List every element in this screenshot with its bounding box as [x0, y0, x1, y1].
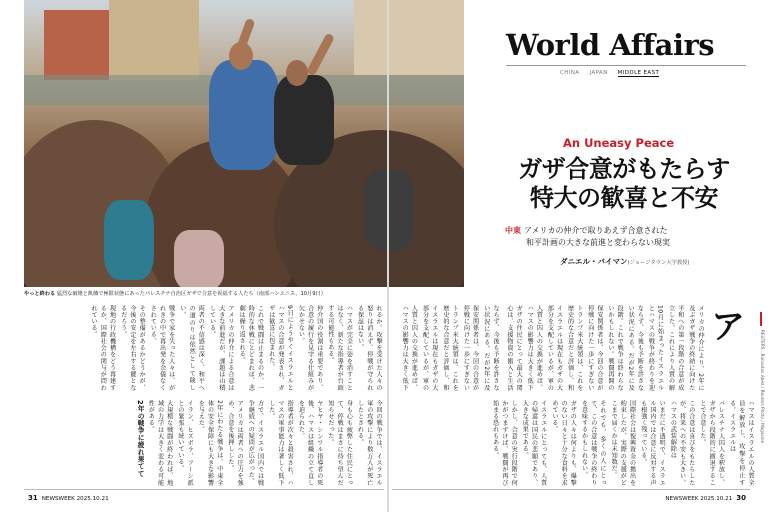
text-column: その整備があるかどうかが、今後の安定を左右する鍵となるだろう。 [119, 305, 146, 391]
text-column: メリカの仲介により、2年に及ぶガザ戦争の終結に向けた [687, 305, 704, 391]
text-column: 戦争で家を失った人々は、がれきの中で再出発を余儀なくされている。 [149, 305, 175, 391]
byline [560, 256, 689, 267]
subhead: 2年の戦争に疲れ果てて [136, 400, 145, 478]
news-photo [24, 0, 464, 287]
text-column: イスラエルは現在もガザの大部分を支配しているが、軍の [546, 305, 563, 391]
footer-rule-left [24, 489, 384, 490]
text-column: ハマスはイスラエルの人質全員を解放し、攻撃を停止する。イスラエルは [728, 400, 754, 486]
right-page-lower-columns [400, 400, 755, 486]
folio-left-text: NEWSWEEK 2025.10.21 [41, 496, 109, 502]
text-column: この合意は喜びをもたらしたが、将来への不安も大きい。ハマスの武装解除は [669, 400, 695, 486]
photo-caption-text: 猛烈な破壊と飢餓で極限状態にあったパレスチナ自治区ガザで合意を祝福する人たち（南部ハンユニス、10月9日） [55, 291, 326, 297]
article-headline [484, 155, 764, 213]
text-column: 現地の行政機構をどう再建するか、国際社会の関与が問われている。 [90, 305, 116, 391]
text-column: ガザの住民にとって最大の関心は、支援物資の搬入と生活 [505, 305, 523, 391]
drop-cap: ア [711, 307, 745, 347]
byline-name: ダニエル・バイマン [560, 257, 628, 266]
text-column: アメリカは両者への圧力を強め、合意を後押しした。 [226, 400, 244, 486]
text-column: トランプ米大統領は、これを歴史的な合意だと評価し、和 [441, 305, 459, 391]
text-column: 段階。これで戦争は終わらないかもしれない。戦闘再開の [606, 305, 624, 391]
tab-middle-east[interactable]: MIDDLE EAST [617, 70, 660, 76]
text-column: 10月に始まったイスラエルとハマスの戦争が終わりを迎 [647, 305, 664, 391]
text-column: ヤヒヤ・シンワル指導者の死後、ハマスは組織の立て直しを迫られた。 [297, 400, 323, 486]
text-column: 両者の不信感は深く、和平への道のりは依然として険しい。 [178, 305, 205, 391]
text-column: ならず、今後も予断を許さない状況にある。だが2年に及 [482, 305, 499, 391]
folio-right [665, 494, 750, 502]
text-column: それでも、多くの人にとって、この合意は戦争の終わりを意味するかもしれない。 [580, 400, 606, 486]
text-column: 2年にわたる戦争は、中東全体の安全保障にも大きな影響を与えた。 [197, 400, 223, 486]
text-column: 仲介国の役割は重要であり、合意の履行を見守る仕組みが欠かせない。 [297, 305, 323, 391]
folio-right-text: NEWSWEEK 2025.10.21 [665, 496, 733, 502]
tab-china[interactable]: CHINA [560, 70, 580, 76]
text-column: ガザの人々は何よりも、爆撃のない日々と十分な食料を求めている。 [550, 400, 577, 486]
dek-line-2: 和平計画の大きな前進と変わらない現実 [526, 238, 670, 247]
text-column: 保安関係者は、今回の合意が停戦に向けた一歩にすぎない [462, 305, 479, 391]
text-column: 保安関係者は、今回の合意が停戦に向けた一歩にすぎない [586, 305, 603, 391]
headline-line-1: ガザ合意がもたらす [518, 155, 730, 183]
dek-tag: 中東 [505, 226, 521, 235]
article-kicker: An Uneasy Peace [563, 136, 675, 150]
byline-affiliation: (ジョージタウン大学教授) [627, 260, 690, 266]
text-column: ハマスが完全に姿を消すことはなく、新たな指導者が台頭する可能性もある。 [326, 305, 353, 391]
page-number-left: 31 [28, 494, 38, 502]
text-column: 平和への第一段階の合意が成立した。これにより人質の解 [667, 305, 684, 391]
text-column: 大規模な戦闘が終われば、地域の力学は大きく変わる可能性がある。 [147, 400, 173, 486]
folio-left [24, 494, 109, 502]
text-column: 指導者が次々と殺害され、ハマスの軍事能力は著しく低下した。 [267, 400, 294, 486]
photo-credit: REUTERS／Ramadan Abed / Reuters Photo / Magazine [760, 330, 765, 444]
text-column: 人質と囚人の交換が進めば、ハマスの影響力は大きく低下 [526, 305, 543, 391]
photo-caption [24, 291, 364, 298]
right-page-upper-columns [505, 305, 705, 391]
right-page-side-columns [400, 305, 500, 391]
article-dek [505, 225, 750, 249]
text-column: れるか。攻撃を受けた人々の怒りは消えず、停戦が守られる保証はない。 [356, 305, 382, 391]
text-column: イスラエルは現在もガザの大部分を支配しているが、軍の [421, 305, 438, 391]
page-number-right: 30 [736, 494, 746, 502]
text-column: 方で、イスラエル国内では戦争継続への疑問が広がった。 [247, 400, 264, 486]
text-column: 9日にようやくイスラエルとハマスの合意が発表され、ガザは歓喜に包まれた。 [267, 305, 294, 391]
text-column: アメリカの仲介による合意は大きな前進だが、課題は山積している。 [208, 305, 234, 391]
text-column: イスラエルにとっても、人質の帰還は国民の悲願であり、大きな成果である。 [521, 400, 547, 486]
text-column: しかし、合意の実行段階で何かがつまずけば、戦闘が再び始まる恐れもある。 [491, 400, 518, 486]
text-column: 身も心も疲弊した住民にとって、停戦はまさに待ち望んだ知らせだった。 [326, 400, 353, 486]
red-accent-rule [760, 312, 762, 326]
text-column: 人質と囚人の交換が進めば、ハマスの影響力は大きく低下 [401, 305, 418, 391]
spread-gutter [387, 0, 389, 512]
text-column: 国際社会は復興資金の拠出を約束したが、実際の支援がどこまで届くかは未知数だ。 [610, 400, 636, 486]
title-divider [506, 65, 746, 66]
text-column: いまだに不透明で、イスラエル国内では合意に反対する声も根強く残っている。 [639, 400, 666, 486]
section-tabs [560, 70, 659, 77]
left-page-upper-columns [25, 305, 383, 391]
tab-japan[interactable]: JAPAN [589, 70, 608, 76]
footer-rule-right [392, 489, 750, 490]
dek-line-1: アメリカの仲介で取りあえず合意された [524, 226, 668, 235]
left-page-lower-columns [25, 400, 383, 486]
headline-line-2: 特大の歓喜と不安 [530, 184, 718, 212]
text-column: パレスチナ人囚人を釈放し、ガザから段階的に撤退することで合意した。 [698, 400, 725, 486]
text-column: イラン、ヒズボラ、フーシ派との緊張も続いている。 [176, 400, 194, 486]
text-column: ならず、今後も予断を許さない状況にある。だが2年に及 [627, 305, 644, 391]
text-column: トランプ米大統領は、これを歴史的な合意だと評価し、和 [566, 305, 583, 391]
text-column: これで戦闘は止まるのか。一時的な休戦にとどまれば、悲劇は繰り返される。 [238, 305, 264, 391]
text-column: 今回の戦争では、イスラエル軍の攻撃により数万人が死亡したとされる。 [356, 400, 382, 486]
section-title: World Affairs [506, 28, 715, 62]
photo-caption-title: やっと終わる [24, 291, 56, 297]
